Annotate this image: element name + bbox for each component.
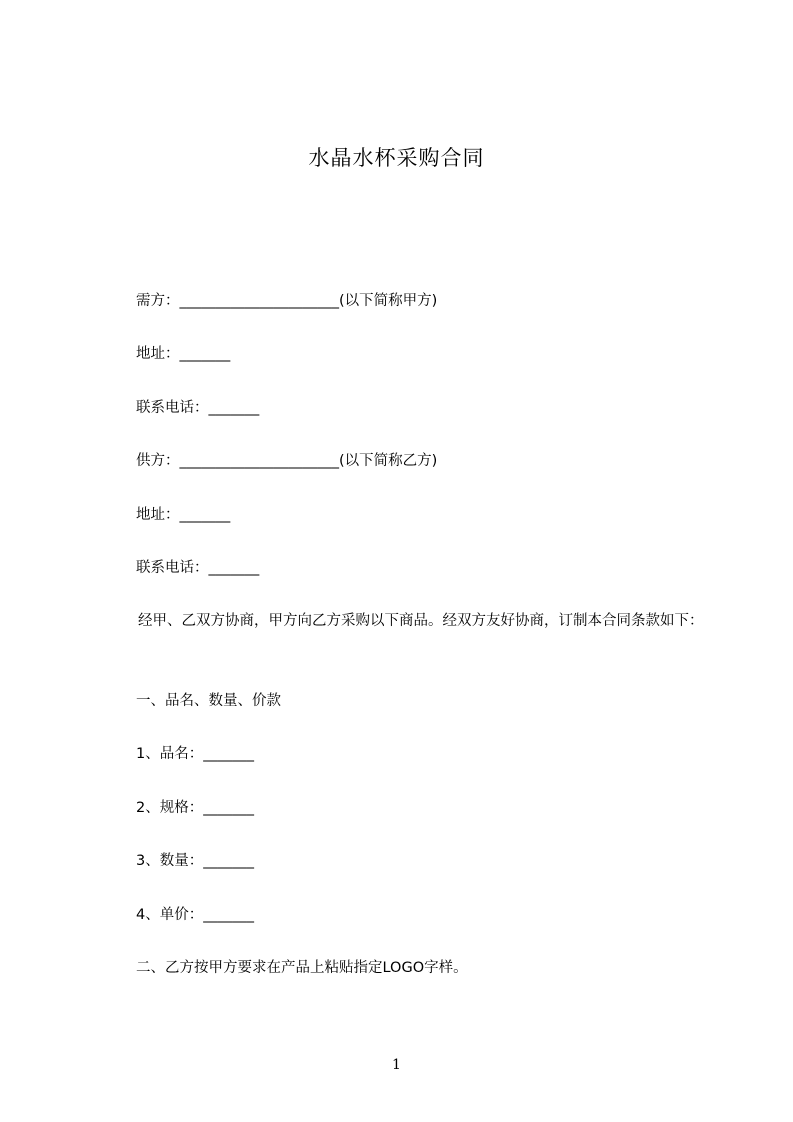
item-price-line: 4、单价：_______	[136, 907, 254, 923]
seller-line: 供方：______________________(以下简称乙方)	[136, 453, 438, 469]
section-2-heading: 二、乙方按甲方要求在产品上粘贴指定LOGO字样。	[136, 960, 468, 976]
item-spec-line: 2、规格：_______	[136, 800, 254, 816]
buyer-phone-line: 联系电话：_______	[136, 400, 260, 416]
item-name-line: 1、品名：_______	[136, 746, 254, 762]
item-quantity-line: 3、数量：_______	[136, 853, 254, 869]
seller-phone-line: 联系电话：_______	[136, 560, 260, 576]
page-number: 1	[392, 1057, 401, 1073]
document-title: 水晶水杯采购合同	[308, 146, 485, 170]
buyer-address-line: 地址：_______	[136, 346, 231, 362]
seller-address-line: 地址：_______	[136, 507, 231, 523]
intro-paragraph: 经甲、乙双方协商，甲方向乙方采购以下商品。经双方友好协商，订制本合同条款如下：	[138, 613, 704, 629]
buyer-line: 需方：______________________(以下简称甲方)	[136, 293, 438, 309]
section-1-heading: 一、品名、数量、价款	[136, 693, 281, 709]
